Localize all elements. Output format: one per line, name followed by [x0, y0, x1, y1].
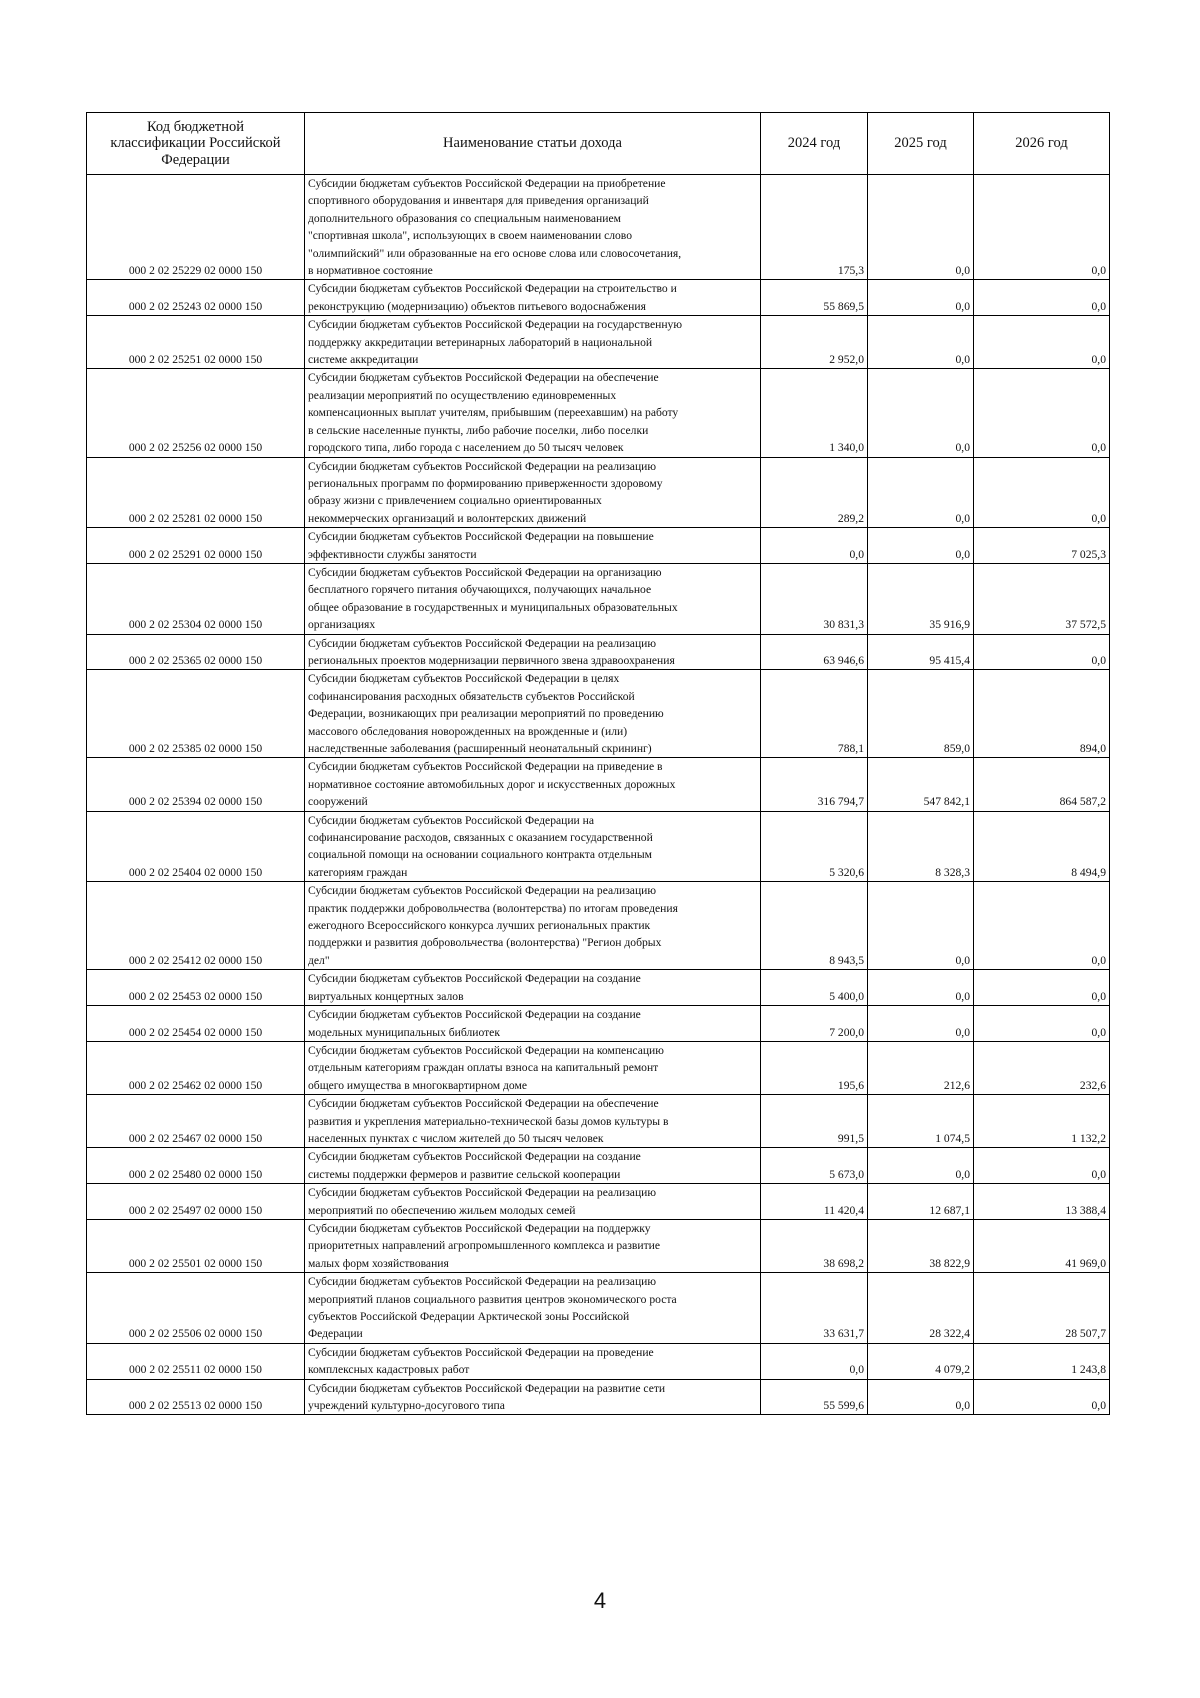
amount-2025-cell: 0,0 — [868, 369, 974, 457]
amount-2026-cell: 894,0 — [974, 670, 1110, 758]
revenue-name-cell: Субсидии бюджетам субъектов Российской Федерации на организацию бесплатного горячего питания обучающихся, получающих начальное общее образование в государственных и муниципальных образовательных организациях — [305, 563, 761, 634]
budget-code-cell: 000 2 02 25467 02 0000 150 — [87, 1095, 305, 1148]
budget-code-cell: 000 2 02 25501 02 0000 150 — [87, 1219, 305, 1272]
amount-2025-cell: 38 822,9 — [868, 1219, 974, 1272]
revenue-name-cell: Субсидии бюджетам субъектов Российской Федерации на обеспечение развития и укрепления материально-технической базы домов культуры в населенных пунктах с числом жителей до 50 тысяч человек — [305, 1095, 761, 1148]
amount-2026-cell: 37 572,5 — [974, 563, 1110, 634]
revenue-name-cell: Субсидии бюджетам субъектов Российской Федерации на проведение комплексных кадастровых работ — [305, 1343, 761, 1379]
revenue-name-cell: Субсидии бюджетам субъектов Российской Федерации на реализацию практик поддержки добровольчества (волонтерства) по итогам проведения ежегодного Всероссийского конкурса лучших региональных практик поддержки и развития добровольчества (волонтерства) "Регион добрых дел" — [305, 882, 761, 970]
table-header-row — [87, 113, 1110, 175]
amount-2024-cell: 11 420,4 — [761, 1184, 868, 1220]
amount-2026-cell: 7 025,3 — [974, 528, 1110, 564]
amount-2024-cell: 289,2 — [761, 457, 868, 528]
table-row — [87, 280, 1110, 316]
amount-2024-cell: 5 400,0 — [761, 970, 868, 1006]
amount-2026-cell: 0,0 — [974, 316, 1110, 369]
revenue-name-cell: Субсидии бюджетам субъектов Российской Федерации на приобретение спортивного оборудования и инвентаря для приведения организаций дополнительного образования со специальным наименованием "спортивная школа", использующих в своем наименовании слово "олимпийский" или образованные на его основе слова или словосочетания, в нормативное состояние — [305, 175, 761, 280]
budget-code-cell: 000 2 02 25511 02 0000 150 — [87, 1343, 305, 1379]
amount-2024-cell: 7 200,0 — [761, 1006, 868, 1042]
amount-2024-cell: 55 599,6 — [761, 1379, 868, 1415]
amount-2026-cell: 0,0 — [974, 1379, 1110, 1415]
amount-2024-cell: 5 673,0 — [761, 1148, 868, 1184]
table-row — [87, 634, 1110, 670]
amount-2025-cell: 0,0 — [868, 882, 974, 970]
revenue-name-cell: Субсидии бюджетам субъектов Российской Федерации на государственную поддержку аккредитации ветеринарных лабораторий в национальной системе аккредитации — [305, 316, 761, 369]
amount-2024-cell: 788,1 — [761, 670, 868, 758]
amount-2026-cell: 41 969,0 — [974, 1219, 1110, 1272]
amount-2025-cell: 0,0 — [868, 528, 974, 564]
amount-2026-cell: 1 132,2 — [974, 1095, 1110, 1148]
revenue-name-cell: Субсидии бюджетам субъектов Российской Федерации на компенсацию отдельным категориям граждан оплаты взноса на капитальный ремонт общего имущества в многоквартирном доме — [305, 1041, 761, 1094]
amount-2024-cell: 30 831,3 — [761, 563, 868, 634]
header-2025: 2025 год — [868, 113, 974, 175]
budget-code-cell: 000 2 02 25453 02 0000 150 — [87, 970, 305, 1006]
table-row — [87, 1095, 1110, 1148]
header-name: Наименование статьи дохода — [305, 113, 761, 175]
table-row — [87, 175, 1110, 280]
revenue-name-cell: Субсидии бюджетам субъектов Российской Федерации на реализацию мероприятий по обеспечению жильем молодых семей — [305, 1184, 761, 1220]
amount-2026-cell: 28 507,7 — [974, 1273, 1110, 1344]
amount-2025-cell: 0,0 — [868, 1006, 974, 1042]
revenue-name-cell: Субсидии бюджетам субъектов Российской Федерации на софинансирование расходов, связанных с оказанием государственной социальной помощи на основании социального контракта отдельным категориям граждан — [305, 811, 761, 882]
table-row — [87, 811, 1110, 882]
revenue-name-cell: Субсидии бюджетам субъектов Российской Федерации на повышение эффективности службы занятости — [305, 528, 761, 564]
amount-2024-cell: 2 952,0 — [761, 316, 868, 369]
revenue-name-cell: Субсидии бюджетам субъектов Российской Федерации на поддержку приоритетных направлений агропромышленного комплекса и развитие малых форм хозяйствования — [305, 1219, 761, 1272]
amount-2026-cell: 0,0 — [974, 280, 1110, 316]
header-2026: 2026 год — [974, 113, 1110, 175]
amount-2024-cell: 5 320,6 — [761, 811, 868, 882]
budget-code-cell: 000 2 02 25304 02 0000 150 — [87, 563, 305, 634]
amount-2026-cell: 0,0 — [974, 970, 1110, 1006]
table-row — [87, 563, 1110, 634]
header-2024: 2024 год — [761, 113, 868, 175]
amount-2025-cell: 0,0 — [868, 1148, 974, 1184]
amount-2025-cell: 35 916,9 — [868, 563, 974, 634]
budget-code-cell: 000 2 02 25394 02 0000 150 — [87, 758, 305, 811]
amount-2026-cell: 0,0 — [974, 1148, 1110, 1184]
table-body — [87, 175, 1110, 1415]
revenue-name-cell: Субсидии бюджетам субъектов Российской Федерации на реализацию региональных проектов модернизации первичного звена здравоохранения — [305, 634, 761, 670]
amount-2025-cell: 0,0 — [868, 316, 974, 369]
amount-2025-cell: 0,0 — [868, 970, 974, 1006]
amount-2024-cell: 38 698,2 — [761, 1219, 868, 1272]
amount-2026-cell: 13 388,4 — [974, 1184, 1110, 1220]
budget-code-cell: 000 2 02 25480 02 0000 150 — [87, 1148, 305, 1184]
table-row — [87, 1379, 1110, 1415]
table-row — [87, 670, 1110, 758]
table-row — [87, 1184, 1110, 1220]
table-row — [87, 1343, 1110, 1379]
revenue-name-cell: Субсидии бюджетам субъектов Российской Федерации на создание системы поддержки фермеров и развитие сельской кооперации — [305, 1148, 761, 1184]
amount-2025-cell: 212,6 — [868, 1041, 974, 1094]
table-row — [87, 970, 1110, 1006]
table-row — [87, 1041, 1110, 1094]
amount-2025-cell: 0,0 — [868, 175, 974, 280]
revenue-name-cell: Субсидии бюджетам субъектов Российской Федерации на строительство и реконструкцию (модернизацию) объектов питьевого водоснабжения — [305, 280, 761, 316]
revenue-name-cell: Субсидии бюджетам субъектов Российской Федерации на реализацию региональных программ по формированию приверженности здоровому образу жизни с привлечением социально ориентированных некоммерческих организаций и волонтерских движений — [305, 457, 761, 528]
revenue-name-cell: Субсидии бюджетам субъектов Российской Федерации на развитие сети учреждений культурно-досугового типа — [305, 1379, 761, 1415]
amount-2024-cell: 991,5 — [761, 1095, 868, 1148]
revenue-name-cell: Субсидии бюджетам субъектов Российской Федерации на создание модельных муниципальных библиотек — [305, 1006, 761, 1042]
amount-2026-cell: 864 587,2 — [974, 758, 1110, 811]
budget-code-cell: 000 2 02 25365 02 0000 150 — [87, 634, 305, 670]
amount-2025-cell: 859,0 — [868, 670, 974, 758]
budget-code-cell: 000 2 02 25513 02 0000 150 — [87, 1379, 305, 1415]
amount-2024-cell: 8 943,5 — [761, 882, 868, 970]
budget-code-cell: 000 2 02 25281 02 0000 150 — [87, 457, 305, 528]
amount-2025-cell: 95 415,4 — [868, 634, 974, 670]
budget-code-cell: 000 2 02 25412 02 0000 150 — [87, 882, 305, 970]
amount-2026-cell: 0,0 — [974, 175, 1110, 280]
amount-2024-cell: 316 794,7 — [761, 758, 868, 811]
amount-2026-cell: 0,0 — [974, 882, 1110, 970]
table-row — [87, 882, 1110, 970]
amount-2025-cell: 12 687,1 — [868, 1184, 974, 1220]
budget-code-cell: 000 2 02 25404 02 0000 150 — [87, 811, 305, 882]
budget-code-cell: 000 2 02 25251 02 0000 150 — [87, 316, 305, 369]
table-row — [87, 316, 1110, 369]
budget-code-cell: 000 2 02 25229 02 0000 150 — [87, 175, 305, 280]
amount-2025-cell: 4 079,2 — [868, 1343, 974, 1379]
amount-2025-cell: 28 322,4 — [868, 1273, 974, 1344]
amount-2025-cell: 547 842,1 — [868, 758, 974, 811]
budget-code-cell: 000 2 02 25497 02 0000 150 — [87, 1184, 305, 1220]
amount-2024-cell: 63 946,6 — [761, 634, 868, 670]
table-row — [87, 1219, 1110, 1272]
amount-2025-cell: 8 328,3 — [868, 811, 974, 882]
amount-2025-cell: 0,0 — [868, 457, 974, 528]
budget-code-cell: 000 2 02 25506 02 0000 150 — [87, 1273, 305, 1344]
amount-2024-cell: 33 631,7 — [761, 1273, 868, 1344]
amount-2024-cell: 0,0 — [761, 1343, 868, 1379]
revenue-name-cell: Субсидии бюджетам субъектов Российской Федерации на приведение в нормативное состояние автомобильных дорог и искусственных дорожных сооружений — [305, 758, 761, 811]
table-row — [87, 369, 1110, 457]
amount-2024-cell: 0,0 — [761, 528, 868, 564]
table-row — [87, 758, 1110, 811]
revenue-name-cell: Субсидии бюджетам субъектов Российской Федерации на создание виртуальных концертных залов — [305, 970, 761, 1006]
budget-code-cell: 000 2 02 25385 02 0000 150 — [87, 670, 305, 758]
amount-2025-cell: 1 074,5 — [868, 1095, 974, 1148]
amount-2025-cell: 0,0 — [868, 280, 974, 316]
table-row — [87, 1148, 1110, 1184]
amount-2025-cell: 0,0 — [868, 1379, 974, 1415]
amount-2026-cell: 232,6 — [974, 1041, 1110, 1094]
amount-2026-cell: 0,0 — [974, 369, 1110, 457]
budget-code-cell: 000 2 02 25291 02 0000 150 — [87, 528, 305, 564]
page-number: 4 — [593, 1588, 607, 1613]
revenue-name-cell: Субсидии бюджетам субъектов Российской Федерации на обеспечение реализации мероприятий по осуществлению единовременных компенсационных выплат учителям, прибывшим (переехавшим) на работу в сельские населенные пункты, либо рабочие поселки, либо поселки городского типа, либо города с населением до 50 тысяч человек — [305, 369, 761, 457]
table-row — [87, 1006, 1110, 1042]
budget-code-cell: 000 2 02 25243 02 0000 150 — [87, 280, 305, 316]
amount-2024-cell: 175,3 — [761, 175, 868, 280]
amount-2026-cell: 8 494,9 — [974, 811, 1110, 882]
amount-2024-cell: 195,6 — [761, 1041, 868, 1094]
revenue-name-cell: Субсидии бюджетам субъектов Российской Федерации на реализацию мероприятий планов социального развития центров экономического роста субъектов Российской Федерации Арктической зоны Российской Федерации — [305, 1273, 761, 1344]
amount-2024-cell: 1 340,0 — [761, 369, 868, 457]
table-row — [87, 1273, 1110, 1344]
amount-2026-cell: 0,0 — [974, 634, 1110, 670]
table-row — [87, 528, 1110, 564]
budget-code-cell: 000 2 02 25462 02 0000 150 — [87, 1041, 305, 1094]
revenue-table — [86, 112, 1110, 1415]
revenue-name-cell: Субсидии бюджетам субъектов Российской Федерации в целях софинансирования расходных обязательств субъектов Российской Федерации, возникающих при реализации мероприятий по проведению массового обследования новорожденных на врожденные и (или) наследственные заболевания (расширенный неонатальный скрининг) — [305, 670, 761, 758]
amount-2026-cell: 0,0 — [974, 457, 1110, 528]
table-row — [87, 457, 1110, 528]
amount-2026-cell: 0,0 — [974, 1006, 1110, 1042]
amount-2024-cell: 55 869,5 — [761, 280, 868, 316]
budget-code-cell: 000 2 02 25454 02 0000 150 — [87, 1006, 305, 1042]
amount-2026-cell: 1 243,8 — [974, 1343, 1110, 1379]
budget-code-cell: 000 2 02 25256 02 0000 150 — [87, 369, 305, 457]
header-code: Код бюджетной классификации Российской Федерации — [87, 113, 305, 175]
